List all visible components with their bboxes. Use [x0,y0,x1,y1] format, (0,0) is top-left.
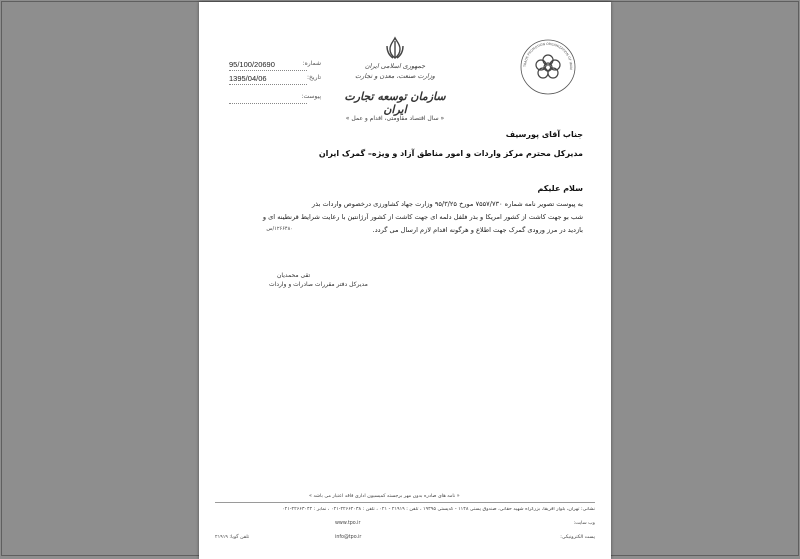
dotted-line [229,103,307,104]
recipient-name: جناب آقای پورسیف [505,130,583,139]
header-year-slogan: « سال اقتصاد مقاومتی، اقدام و عمل » [345,115,445,122]
body-line-2: شب بو جهت کاشت از کشور امریکا و بذر فلفل دلمه ای جهت کاشت از کشور آرژانتین با رعایت شرایط قرنطینه ای و [262,213,583,221]
footer-divider [215,502,595,503]
footer-phone: تلفن گویا: ۲۱۹۱۹ [215,535,250,540]
greeting: سلام علیکم [537,184,583,193]
signatory-title: مدیرکل دفتر مقررات صادرات و واردات [269,281,368,288]
body-line-3: بازدید در مرز ورودی گمرک جهت اطلاع و هرگونه اقدام لازم ارسال می گردد. [372,226,583,234]
tpo-logo-icon [519,38,577,96]
header-ministry: وزارت صنعت، معدن و تجارت [355,72,435,80]
tpo-logo-text: TRADE PROMOTION ORGANIZATION OF IRAN [522,41,574,70]
emblem-icon [384,36,406,60]
header-republic: جمهوری اسلامی ایران [364,62,426,70]
footer-note: « نامه های صادره بدون مهر برجسته کمیسیون اداری فاقد اعتبار می باشد » [309,494,460,499]
letter-page [199,2,611,559]
dotted-line [229,70,307,71]
letter-number-label: شماره: [302,60,321,67]
dotted-line [229,84,307,85]
footer-website-label: وب سایت: [573,521,595,526]
letter-attachment-label: پیوست: [301,93,321,100]
letter-date-value: 1395/04/06 [229,74,267,83]
footer-address: نشانی: تهران، بلوار آفریقا، بزرگراه شهید حقانی، صندوق پستی ۱۱۴۸ - کدپستی ۱۹۳۹۵ ، تلفن : ۲۱۹۱۹ - ۰۲۱ ، تلفن : ۲۲۶۶۲۰۳۸-۰۲۱ ، نمابر : ۲۲۶۶۳۰۴۲-۰۲۱ [282,507,595,512]
recipient-title: مدیرکل محترم مرکز واردات و امور مناطق آزاد و ویژه– گمرک ایران [318,149,583,158]
body-line-1: به پیوست تصویر نامه شماره ۷۵۵۷/۷۳۰ مورخ ۹۵/۳/۲۵ وزارت جهاد کشاورزی درخصوص واردات بذر [311,200,583,208]
footer-email[interactable]: info@tpo.ir [335,535,362,540]
signatory-name: تقی محمدیان [277,272,311,279]
reference-code: ۱۲۶۶۴۸۰/س [266,226,293,232]
header-organization: سازمان توسعه تجارت ایران [344,90,446,116]
footer-website[interactable]: www.tpo.ir [335,521,361,526]
letter-date-label: تاریخ: [307,74,321,81]
letter-number-value: 95/100/20690 [229,60,275,69]
viewer-frame [1,1,799,556]
footer-email-label: پست الکترونیکی: [560,535,595,540]
